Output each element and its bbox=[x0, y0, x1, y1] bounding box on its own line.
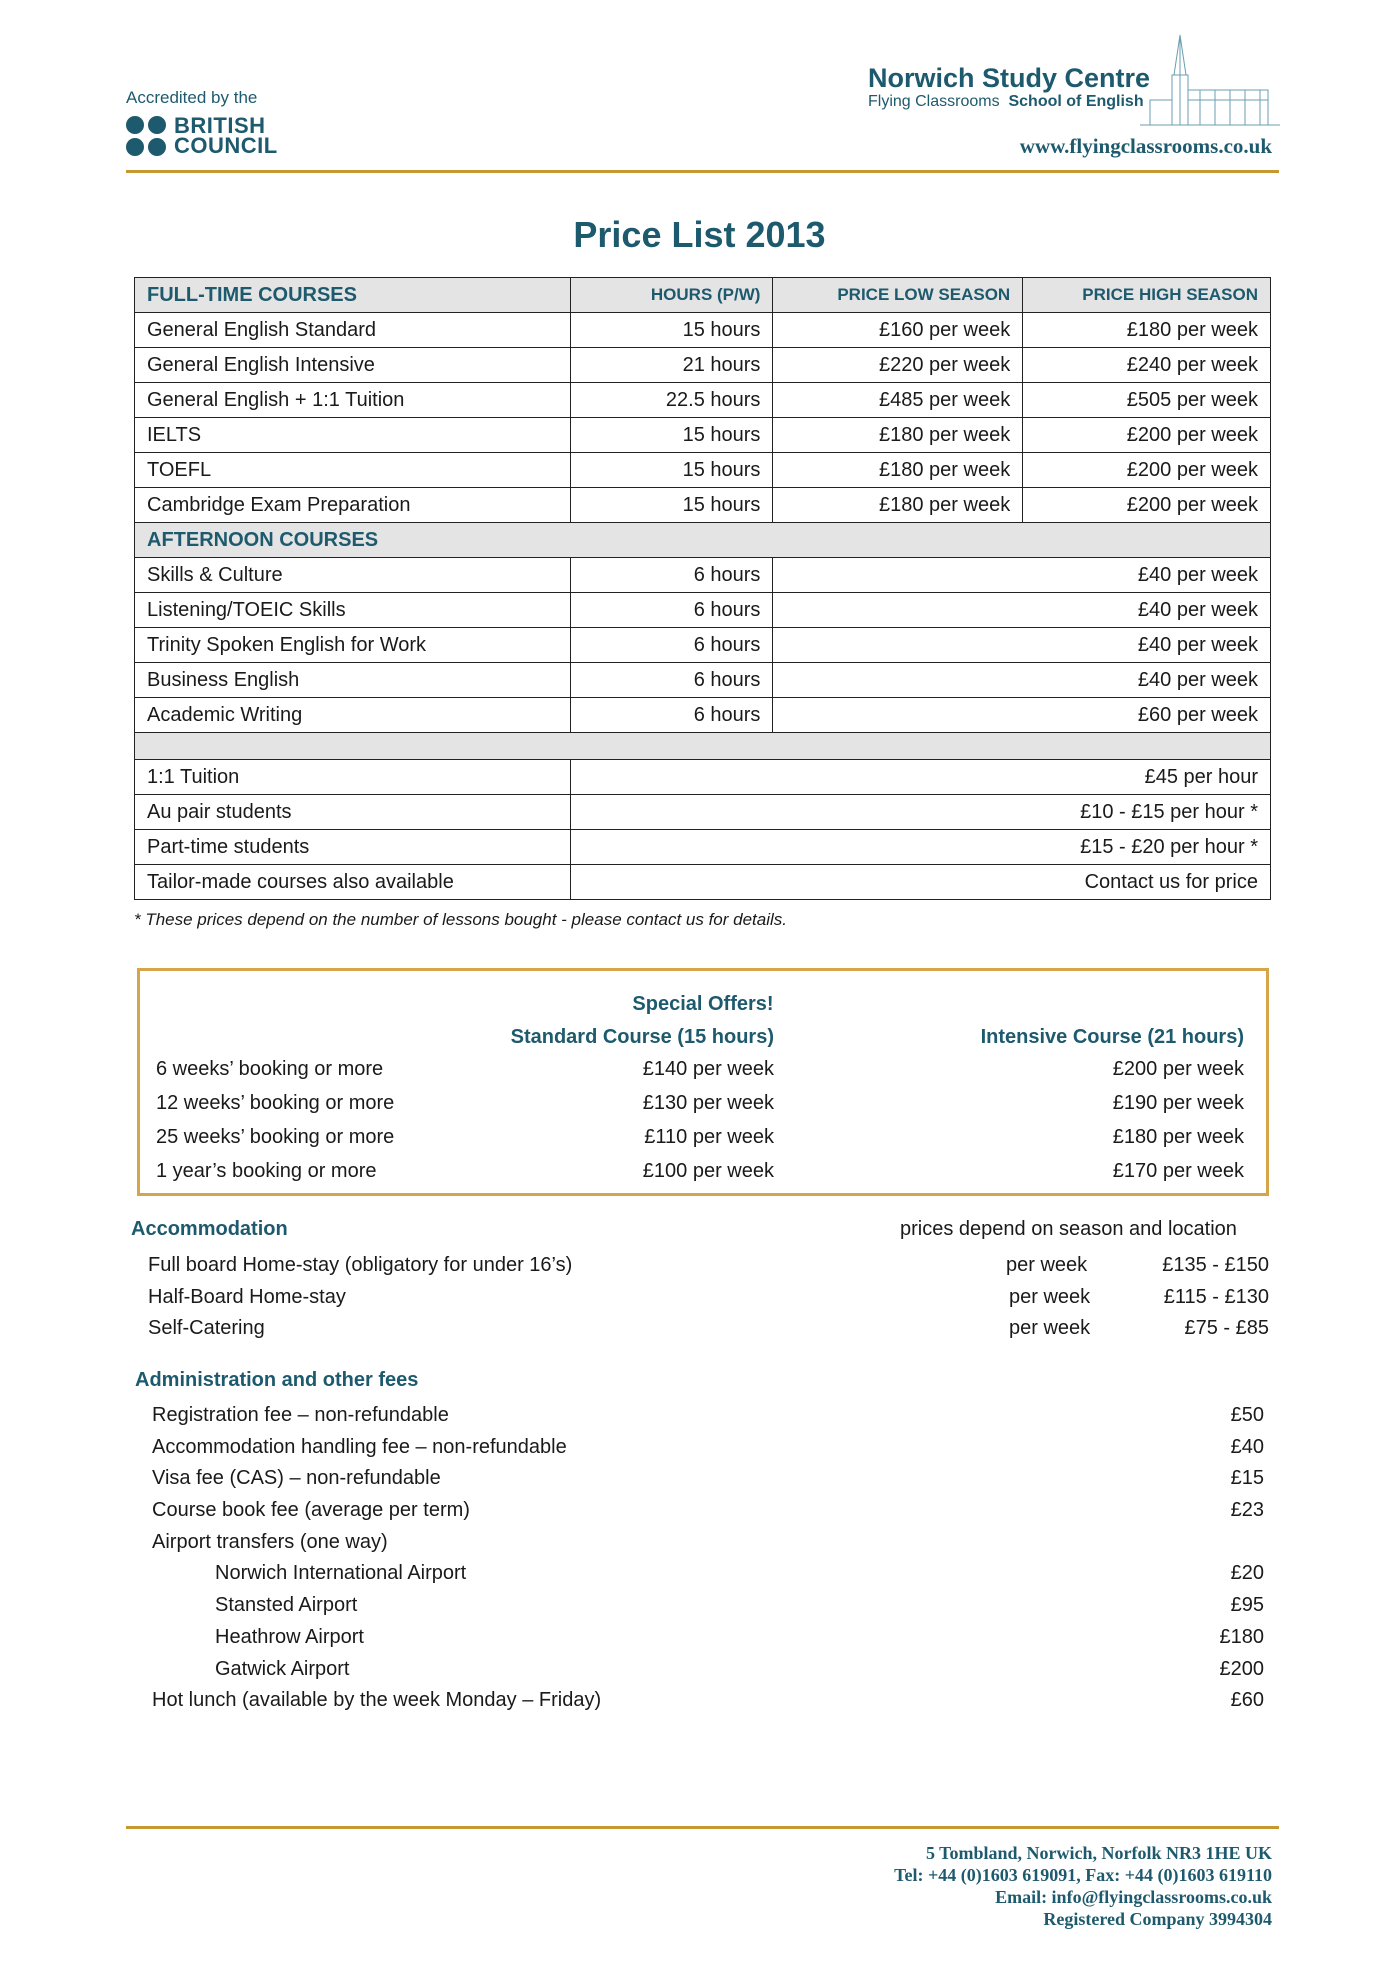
afternoon-header: AFTERNOON COURSES bbox=[135, 523, 1271, 558]
hours-cell: 15 hours bbox=[570, 313, 773, 348]
table-row bbox=[135, 628, 1271, 663]
admin-title: Administration and other fees bbox=[135, 1369, 419, 1391]
high-season-price: £200 per week bbox=[1023, 418, 1271, 453]
bc-line1: BRITISH bbox=[174, 113, 266, 138]
offer-row bbox=[156, 1092, 1244, 1126]
high-season-price: £240 per week bbox=[1023, 348, 1271, 383]
hours-cell: 15 hours bbox=[570, 453, 773, 488]
fee-label: Accommodation handling fee – non-refundable bbox=[152, 1436, 567, 1458]
hours-cell: 6 hours bbox=[570, 628, 773, 663]
airport-fee: £200 bbox=[1219, 1658, 1264, 1680]
accredited-label: Accredited by the bbox=[126, 88, 258, 107]
fee-amount: £50 bbox=[1230, 1404, 1264, 1426]
offer-standard-price: £100 per week bbox=[642, 1160, 774, 1182]
price-cell: £10 - £15 per hour * bbox=[570, 795, 1270, 830]
table-row bbox=[135, 558, 1271, 593]
table-row bbox=[135, 418, 1271, 453]
price-table bbox=[134, 277, 1271, 900]
item-name: Part-time students bbox=[135, 830, 571, 865]
hours-cell: 15 hours bbox=[570, 418, 773, 453]
spacer-row bbox=[135, 733, 1271, 760]
offer-intensive-price: £190 per week bbox=[1112, 1092, 1244, 1114]
fee-amount: £15 bbox=[1230, 1467, 1264, 1489]
offers-col-intensive: Intensive Course (21 hours) bbox=[980, 1026, 1244, 1048]
low-season-price: £180 per week bbox=[773, 488, 1023, 523]
header-cell: PRICE LOW SEASON bbox=[773, 278, 1023, 313]
offer-row bbox=[156, 1058, 1244, 1092]
price-cell: £40 per week bbox=[773, 558, 1271, 593]
footer-phone: Tel: +44 (0)1603 619091, Fax: +44 (0)1603 619110 bbox=[894, 1865, 1272, 1885]
centre-subtitle bbox=[868, 93, 1144, 111]
table-header-row bbox=[135, 278, 1271, 313]
centre-name: Norwich Study Centre bbox=[868, 63, 1151, 93]
fee-label: Registration fee – non-refundable bbox=[152, 1404, 449, 1426]
hours-cell: 6 hours bbox=[570, 663, 773, 698]
price-cell: £45 per hour bbox=[570, 760, 1270, 795]
fee-label: Course book fee (average per term) bbox=[152, 1499, 470, 1521]
lunch-fee: £60 bbox=[1230, 1689, 1264, 1711]
table-row bbox=[135, 313, 1271, 348]
low-season-price: £160 per week bbox=[773, 313, 1023, 348]
course-name: Business English bbox=[135, 663, 571, 698]
price-cell: Contact us for price bbox=[570, 865, 1270, 900]
accommodation-title: Accommodation bbox=[131, 1218, 288, 1240]
course-name: Trinity Spoken English for Work bbox=[135, 628, 571, 663]
high-season-price: £505 per week bbox=[1023, 383, 1271, 418]
item-name: Au pair students bbox=[135, 795, 571, 830]
airport-label: Heathrow Airport bbox=[215, 1626, 364, 1648]
course-name: General English + 1:1 Tuition bbox=[135, 383, 571, 418]
header-cell: PRICE HIGH SEASON bbox=[1023, 278, 1271, 313]
low-season-price: £180 per week bbox=[773, 453, 1023, 488]
fee-amount: £23 bbox=[1230, 1499, 1264, 1521]
offer-label: 1 year’s booking or more bbox=[156, 1160, 377, 1182]
table-row bbox=[135, 488, 1271, 523]
accommodation-label: Full board Home-stay (obligatory for under 16’s) bbox=[148, 1254, 573, 1276]
footer-email[interactable]: Email: info@flyingclassrooms.co.uk bbox=[995, 1887, 1272, 1907]
low-season-price: £485 per week bbox=[773, 383, 1023, 418]
airport-fee: £20 bbox=[1230, 1562, 1264, 1584]
course-name: General English Intensive bbox=[135, 348, 571, 383]
high-season-price: £200 per week bbox=[1023, 453, 1271, 488]
course-name: IELTS bbox=[135, 418, 571, 453]
centre-sub-b: School of English bbox=[1008, 93, 1144, 110]
airport-fee: £180 bbox=[1219, 1626, 1264, 1648]
offer-row bbox=[156, 1126, 1244, 1160]
accommodation-price: £135 - £150 bbox=[1162, 1254, 1269, 1276]
low-season-price: £180 per week bbox=[773, 418, 1023, 453]
item-name: 1:1 Tuition bbox=[135, 760, 571, 795]
price-cell: £40 per week bbox=[773, 628, 1271, 663]
centre-sub-a: Flying Classrooms bbox=[868, 93, 1000, 110]
airport-label: Norwich International Airport bbox=[215, 1562, 467, 1584]
table-row bbox=[135, 348, 1271, 383]
footnote: * These prices depend on the number of lessons bought - please contact us for details. bbox=[134, 910, 788, 929]
table-row bbox=[135, 865, 1271, 900]
website-link[interactable]: www.flyingclassrooms.co.uk bbox=[1019, 134, 1272, 158]
low-season-price: £220 per week bbox=[773, 348, 1023, 383]
offers-col-standard: Standard Course (15 hours) bbox=[510, 1026, 774, 1048]
item-name: Tailor-made courses also available bbox=[135, 865, 571, 900]
course-name: Cambridge Exam Preparation bbox=[135, 488, 571, 523]
offer-label: 12 weeks’ booking or more bbox=[156, 1092, 395, 1114]
hours-cell: 15 hours bbox=[570, 488, 773, 523]
british-council-dots-icon bbox=[126, 116, 166, 156]
accommodation-label: Self-Catering bbox=[148, 1317, 265, 1339]
high-season-price: £200 per week bbox=[1023, 488, 1271, 523]
bc-line2: COUNCIL bbox=[174, 133, 278, 158]
table-row bbox=[135, 830, 1271, 865]
offer-intensive-price: £180 per week bbox=[1112, 1126, 1244, 1148]
airport-label: Gatwick Airport bbox=[215, 1658, 350, 1680]
course-name: TOEFL bbox=[135, 453, 571, 488]
course-name: Listening/TOEIC Skills bbox=[135, 593, 571, 628]
fee-label: Visa fee (CAS) – non-refundable bbox=[152, 1467, 441, 1489]
offer-intensive-price: £200 per week bbox=[1112, 1058, 1244, 1080]
price-cell: £15 - £20 per hour * bbox=[570, 830, 1270, 865]
accommodation-unit: per week bbox=[1006, 1254, 1088, 1276]
fee-label: Airport transfers (one way) bbox=[152, 1531, 388, 1553]
footer-contact bbox=[894, 1842, 1272, 1930]
header-divider bbox=[126, 170, 1279, 173]
special-offers-box bbox=[137, 968, 1269, 1196]
airport-fee: £95 bbox=[1230, 1594, 1264, 1616]
accommodation-price: £75 - £85 bbox=[1184, 1317, 1269, 1339]
offer-standard-price: £110 per week bbox=[644, 1126, 774, 1148]
table-row bbox=[135, 453, 1271, 488]
accommodation-unit: per week bbox=[1009, 1286, 1091, 1308]
course-name: General English Standard bbox=[135, 313, 571, 348]
accommodation-price: £115 - £130 bbox=[1163, 1286, 1269, 1308]
table-row bbox=[135, 593, 1271, 628]
table-row bbox=[135, 383, 1271, 418]
offer-label: 25 weeks’ booking or more bbox=[156, 1126, 395, 1148]
footer-divider bbox=[126, 1826, 1279, 1829]
table-row bbox=[135, 760, 1271, 795]
price-cell: £40 per week bbox=[773, 593, 1271, 628]
footer-company: Registered Company 3994304 bbox=[1043, 1909, 1272, 1929]
page-title: Price List 2013 bbox=[573, 214, 826, 255]
accommodation-unit: per week bbox=[1009, 1317, 1091, 1339]
hours-cell: 22.5 hours bbox=[570, 383, 773, 418]
offer-intensive-price: £170 per week bbox=[1112, 1160, 1244, 1182]
offer-row bbox=[156, 1160, 1244, 1194]
header-cell: HOURS (P/W) bbox=[570, 278, 773, 313]
hours-cell: 6 hours bbox=[570, 593, 773, 628]
header-cell: FULL-TIME COURSES bbox=[135, 278, 571, 313]
price-cell: £60 per week bbox=[773, 698, 1271, 733]
accommodation-note: prices depend on season and location bbox=[900, 1218, 1237, 1240]
cathedral-icon bbox=[1140, 30, 1280, 130]
hours-cell: 21 hours bbox=[570, 348, 773, 383]
hours-cell: 6 hours bbox=[570, 698, 773, 733]
accommodation-label: Half-Board Home-stay bbox=[148, 1286, 346, 1308]
table-row bbox=[135, 698, 1271, 733]
offer-standard-price: £140 per week bbox=[642, 1058, 774, 1080]
british-council-logo bbox=[126, 113, 278, 158]
price-cell: £40 per week bbox=[773, 663, 1271, 698]
airport-label: Stansted Airport bbox=[215, 1594, 358, 1616]
hours-cell: 6 hours bbox=[570, 558, 773, 593]
offers-title: Special Offers! bbox=[632, 993, 774, 1015]
course-name: Skills & Culture bbox=[135, 558, 571, 593]
offer-standard-price: £130 per week bbox=[642, 1092, 774, 1114]
fee-amount: £40 bbox=[1230, 1436, 1264, 1458]
offer-label: 6 weeks’ booking or more bbox=[156, 1058, 384, 1080]
course-name: Academic Writing bbox=[135, 698, 571, 733]
high-season-price: £180 per week bbox=[1023, 313, 1271, 348]
table-row bbox=[135, 663, 1271, 698]
footer-address: 5 Tombland, Norwich, Norfolk NR3 1HE UK bbox=[925, 1843, 1272, 1863]
table-row bbox=[135, 795, 1271, 830]
afternoon-header-row bbox=[135, 523, 1271, 558]
lunch-label: Hot lunch (available by the week Monday – Friday) bbox=[152, 1689, 602, 1711]
